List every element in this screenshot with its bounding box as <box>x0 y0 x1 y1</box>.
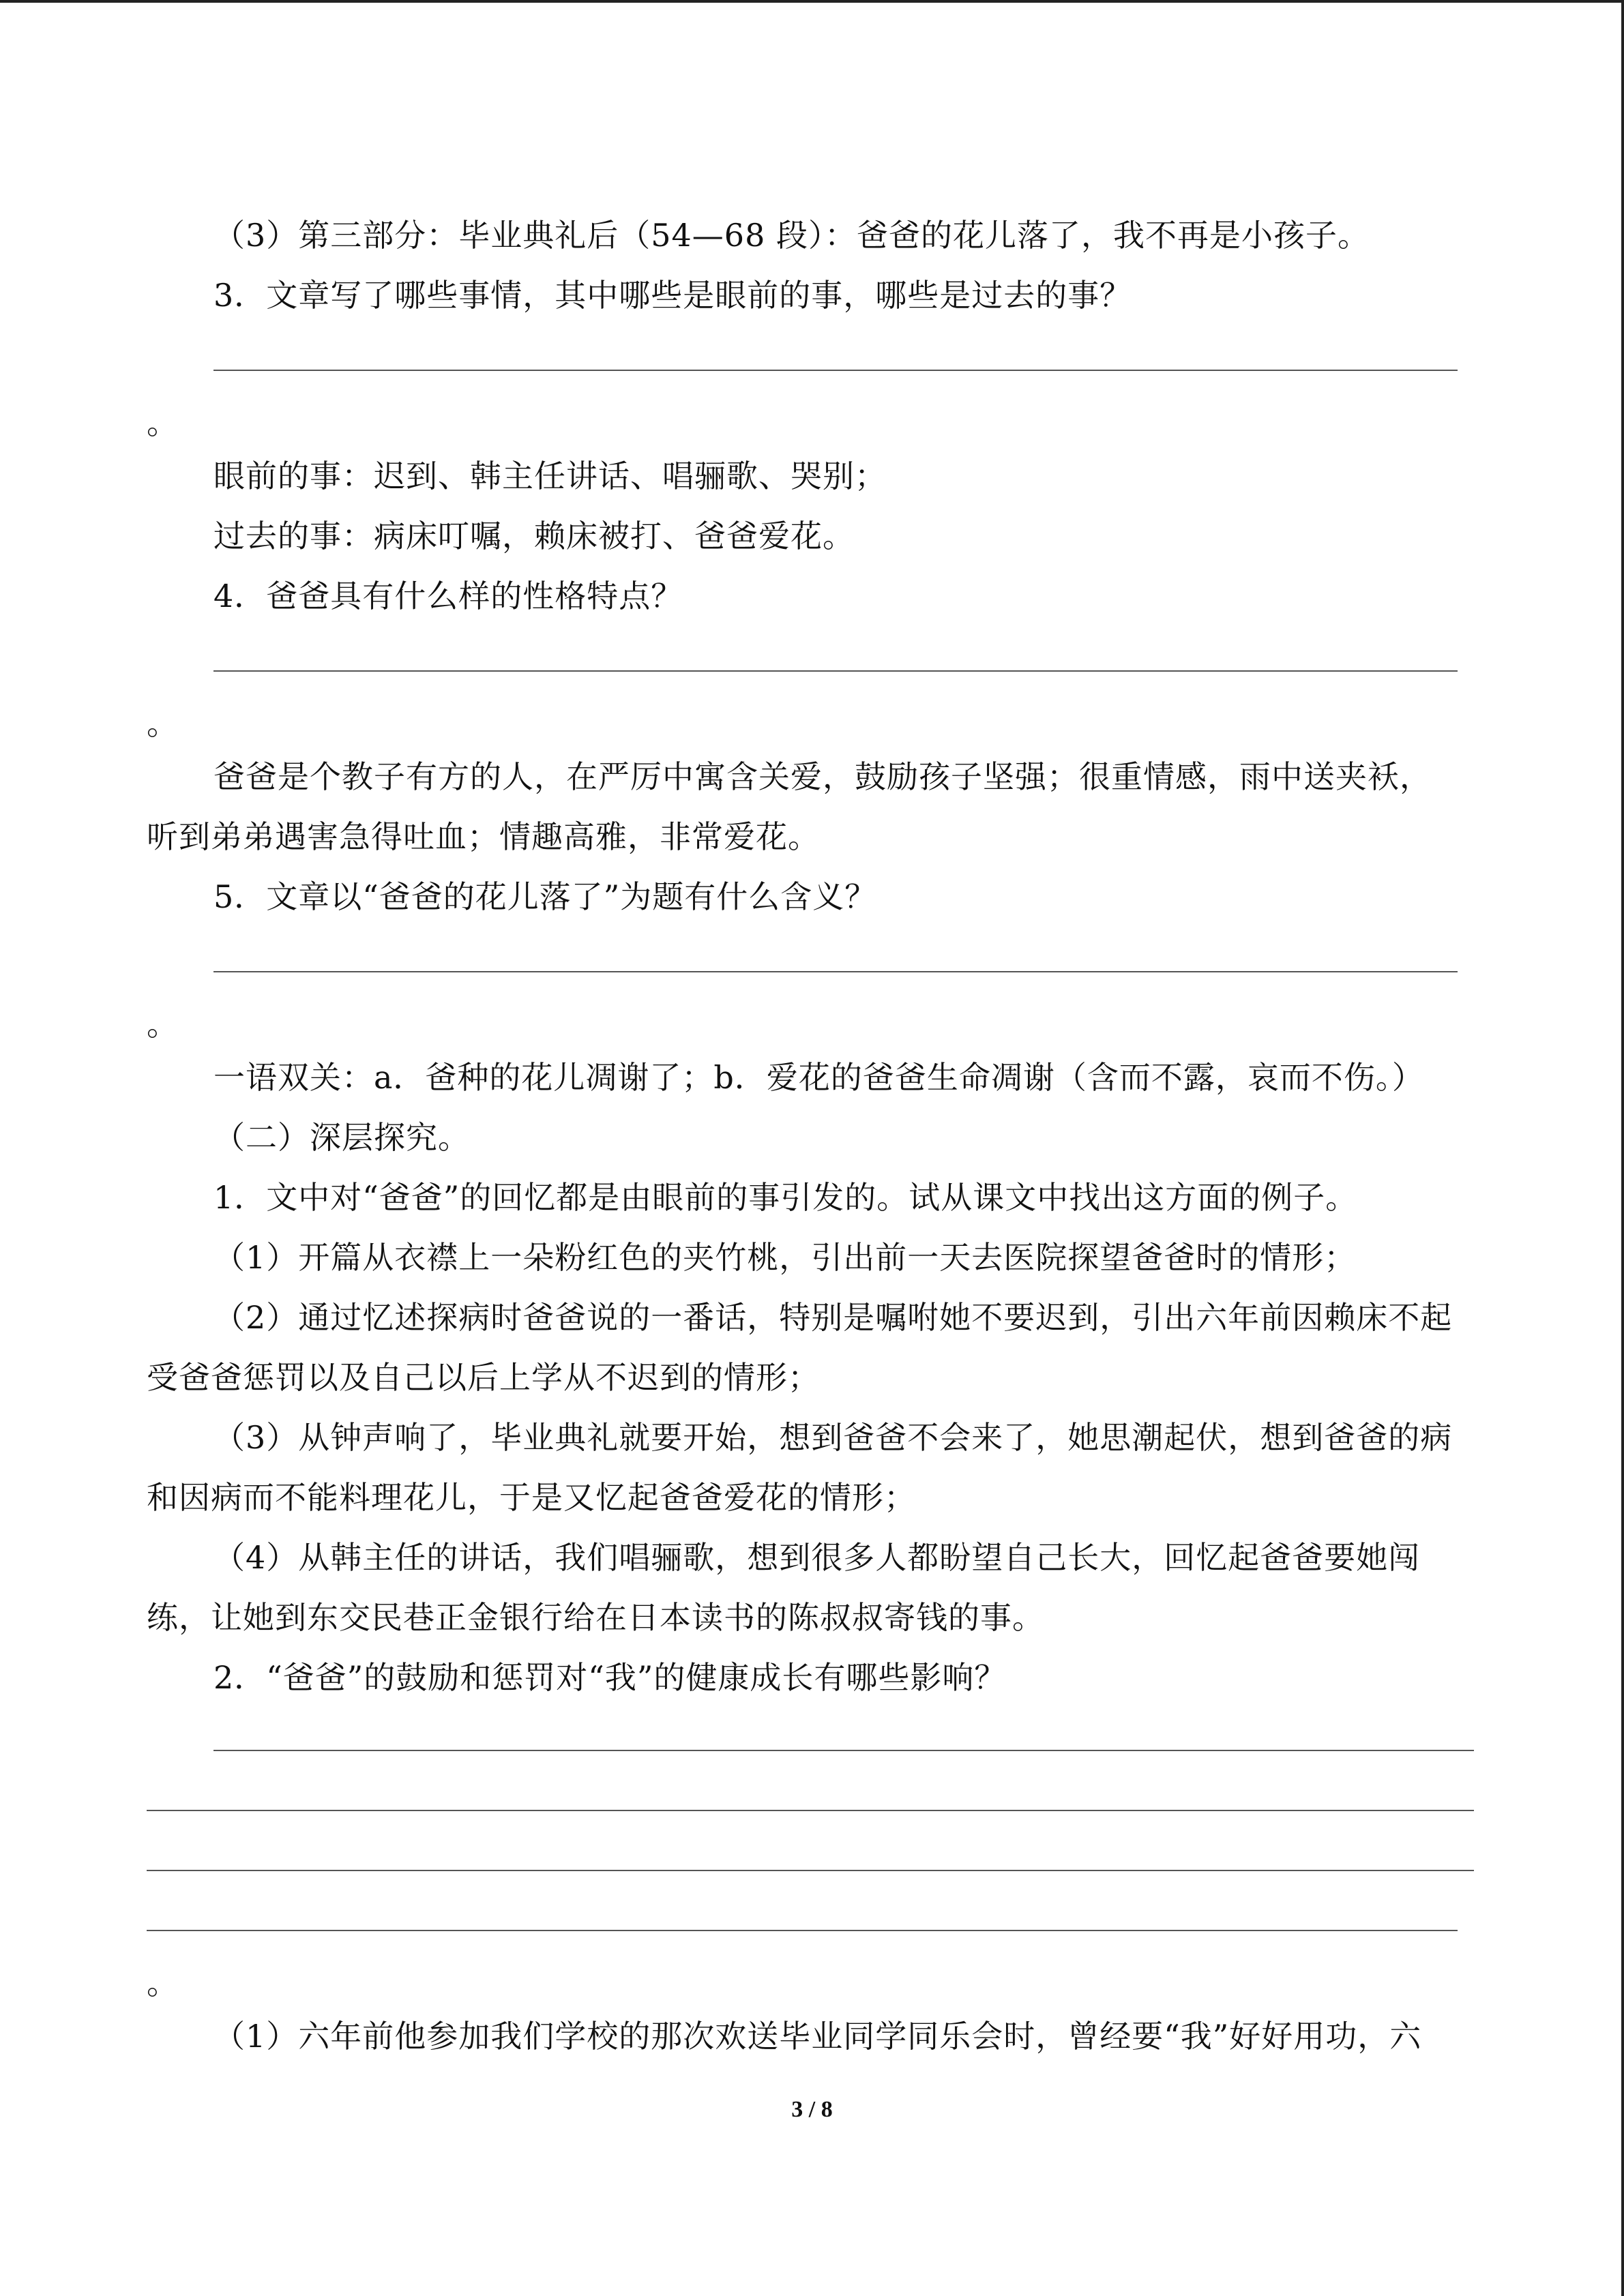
text-line: 爸爸是个教子有方的人，在严厉中寓含关爱，鼓励孩子坚强；很重情感，雨中送夹袄， <box>213 758 1432 795</box>
text-line: 练，让她到东交民巷正金银行给在日本读书的陈叔叔寄钱的事。 <box>147 1599 1044 1636</box>
text-line: 眼前的事：迟到、韩主任讲话、唱骊歌、哭别； <box>213 458 887 494</box>
text-line: （4）从韩主任的讲话，我们唱骊歌，想到很多人都盼望自己长大，回忆起爸爸要她闯 <box>213 1539 1421 1576</box>
answer-line <box>213 971 1458 972</box>
question-2: 2．“爸爸”的鼓励和惩罚对“我”的健康成长有哪些影响？ <box>213 1659 1007 1696</box>
question-4: 4．爸爸具有什么样的性格特点？ <box>213 578 683 614</box>
answer-end-mark: 。 <box>147 705 179 742</box>
answer-line <box>213 370 1458 371</box>
answer-end-mark: 。 <box>147 404 179 441</box>
question-1: 1．文中对“爸爸”的回忆都是由眼前的事引发的。试从课文中找出这方面的例子。 <box>213 1179 1358 1216</box>
answer-end-mark: 。 <box>147 1965 179 2001</box>
question-3: 3．文章写了哪些事情，其中哪些是眼前的事，哪些是过去的事？ <box>213 277 1132 314</box>
text-line: （3）第三部分：毕业典礼后（54—68 段）：爸爸的花儿落了，我不再是小孩子。 <box>213 217 1370 254</box>
text-line: 过去的事：病床叮嘱，赖床被打、爸爸爱花。 <box>213 518 855 554</box>
answer-line <box>147 1870 1474 1871</box>
question-5: 5．文章以“爸爸的花儿落了”为题有什么含义？ <box>213 878 877 915</box>
answer-line <box>213 670 1458 672</box>
text-line: （1）开篇从衣襟上一朵粉红色的夹竹桃，引出前一天去医院探望爸爸时的情形； <box>213 1239 1357 1276</box>
answer-line <box>147 1810 1474 1811</box>
page-top-border <box>0 0 1624 3</box>
text-line: （2）通过忆述探病时爸爸说的一番话，特别是嘱咐她不要迟到，引出六年前因赖床不起 <box>213 1299 1453 1336</box>
page-number: 3 / 8 <box>791 2097 833 2122</box>
answer-line <box>147 1930 1458 1931</box>
text-line: 和因病而不能料理花儿，于是又忆起爸爸爱花的情形； <box>147 1479 916 1516</box>
section-heading: （二）深层探究。 <box>213 1119 470 1156</box>
text-line: （3）从钟声响了，毕业典礼就要开始，想到爸爸不会来了，她思潮起伏，想到爸爸的病 <box>213 1419 1453 1456</box>
answer-line <box>213 1750 1474 1751</box>
page-right-border <box>1621 0 1624 2296</box>
text-line: 一语双关：a．爸种的花儿凋谢了；b．爱花的爸爸生命凋谢（含而不露，哀而不伤。） <box>213 1059 1424 1096</box>
text-line: 听到弟弟遇害急得吐血；情趣高雅，非常爱花。 <box>147 818 820 855</box>
text-line: （1）六年前他参加我们学校的那次欢送毕业同学同乐会时，曾经要“我”好好用功，六 <box>213 2018 1422 2055</box>
answer-end-mark: 。 <box>147 1006 179 1043</box>
text-line: 受爸爸惩罚以及自己以后上学从不迟到的情形； <box>147 1359 820 1396</box>
